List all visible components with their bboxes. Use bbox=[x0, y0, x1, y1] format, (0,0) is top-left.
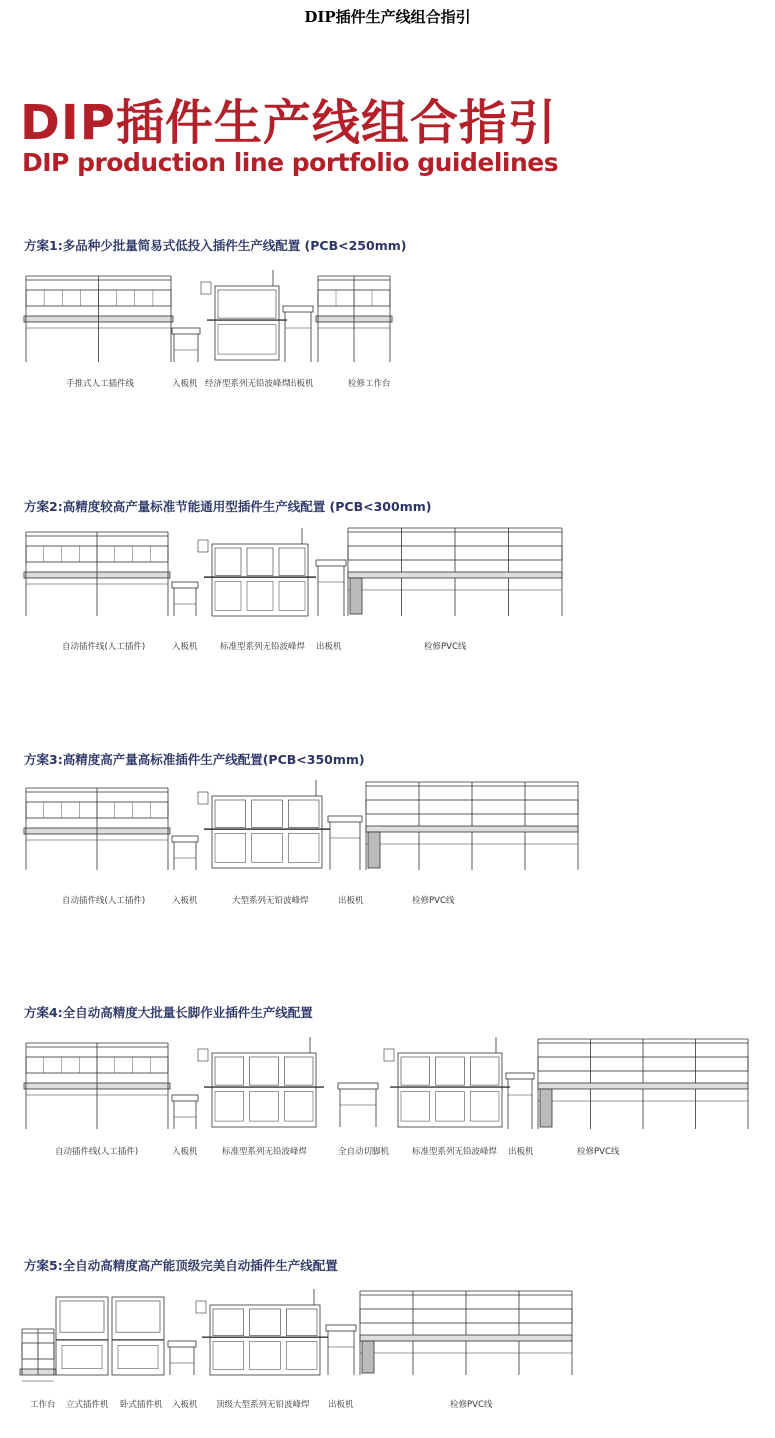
scheme-1-label-4: 出板机 bbox=[288, 379, 314, 389]
scheme-4-wave-solder-2 bbox=[384, 1037, 510, 1127]
hero-title-en: DIP production line portfolio guidelines bbox=[22, 148, 559, 177]
scheme-3-label-1: 自动插件线(人工插件) bbox=[62, 896, 146, 906]
scheme-5-loader bbox=[168, 1341, 196, 1375]
scheme-1-hand-push-line bbox=[24, 276, 173, 362]
scheme-1-wave-solder bbox=[201, 270, 287, 360]
scheme-2-diagram bbox=[0, 520, 775, 620]
scheme-4-pvc-line bbox=[538, 1039, 748, 1129]
scheme-3-line-drawing bbox=[0, 778, 775, 873]
scheme-4-label-1: 自动插件线(人工插件) bbox=[55, 1147, 139, 1157]
scheme-2-unloader bbox=[316, 560, 346, 616]
scheme-5-label-5: 顶级大型系列无铅波峰焊 bbox=[216, 1400, 310, 1410]
scheme-1-label-2: 入板机 bbox=[172, 379, 198, 389]
scheme-2-title: 方案2:高精度较高产量标准节能通用型插件生产线配置 (PCB<300mm) bbox=[24, 499, 432, 514]
scheme-5-title: 方案5:全自动高精度高产能顶级完美自动插件生产线配置 bbox=[24, 1258, 338, 1273]
hero-title-cn: DIP插件生产线组合指引 bbox=[20, 95, 557, 151]
scheme-4-label-2: 入板机 bbox=[172, 1147, 198, 1157]
scheme-2-pvc-line bbox=[348, 528, 562, 616]
scheme-2-loader bbox=[172, 582, 198, 616]
scheme-1-diagram bbox=[0, 270, 775, 365]
scheme-5-wave-solder bbox=[196, 1289, 328, 1375]
scheme-1-label-5: 检修工作台 bbox=[348, 379, 391, 389]
scheme-5-diagram bbox=[0, 1285, 775, 1385]
scheme-5-label-1: 工作台 bbox=[30, 1400, 56, 1410]
scheme-2-line-drawing bbox=[0, 520, 775, 620]
scheme-5-vertical-inserter bbox=[56, 1297, 108, 1375]
scheme-1-label-3: 经济型系列无铅波峰焊 bbox=[205, 379, 291, 389]
scheme-5-workbench bbox=[20, 1329, 56, 1381]
scheme-4-label-5: 标准型系列无铅波峰焊 bbox=[412, 1147, 498, 1157]
scheme-3-label-2: 入板机 bbox=[172, 896, 198, 906]
scheme-3-pvc-line bbox=[366, 782, 578, 870]
scheme-5-label-6: 出板机 bbox=[328, 1400, 354, 1410]
scheme-5-horizontal-inserter bbox=[112, 1297, 164, 1375]
scheme-4-diagram bbox=[0, 1033, 775, 1133]
scheme-4-auto-insert-line bbox=[24, 1043, 170, 1129]
scheme-1-unloader bbox=[283, 306, 313, 362]
scheme-3-diagram bbox=[0, 778, 775, 873]
scheme-4-unloader bbox=[506, 1073, 534, 1129]
scheme-2-label-5: 检修PVC线 bbox=[424, 642, 467, 652]
scheme-4-label-7: 检修PVC线 bbox=[577, 1147, 620, 1157]
scheme-5-label-7: 检修PVC线 bbox=[450, 1400, 493, 1410]
scheme-4-loader bbox=[172, 1095, 198, 1129]
scheme-2-label-3: 标准型系列无铅波峰焊 bbox=[220, 642, 306, 652]
scheme-4-label-3: 标准型系列无铅波峰焊 bbox=[222, 1147, 308, 1157]
scheme-2-wave-solder bbox=[198, 528, 316, 616]
scheme-5-pvc-line bbox=[360, 1291, 572, 1375]
scheme-4-line-drawing bbox=[0, 1033, 775, 1133]
scheme-2-label-4: 出板机 bbox=[316, 642, 342, 652]
scheme-3-loader bbox=[172, 836, 198, 870]
scheme-3-unloader bbox=[328, 816, 362, 870]
scheme-1-title: 方案1:多品种少批量简易式低投入插件生产线配置 (PCB<250mm) bbox=[24, 238, 407, 253]
scheme-4-label-6: 出板机 bbox=[508, 1147, 534, 1157]
scheme-5-label-2: 立式插件机 bbox=[66, 1400, 109, 1410]
scheme-5-unloader bbox=[326, 1325, 356, 1375]
scheme-4-title: 方案4:全自动高精度大批量长脚作业插件生产线配置 bbox=[24, 1005, 313, 1020]
scheme-5-label-3: 卧式插件机 bbox=[120, 1400, 163, 1410]
scheme-1-label-1: 手推式人工插件线 bbox=[66, 379, 135, 389]
scheme-1-line-drawing bbox=[0, 270, 775, 365]
scheme-2-auto-insert-line bbox=[24, 532, 170, 616]
scheme-4-wave-solder-1 bbox=[198, 1037, 324, 1127]
page-title: DIP插件生产线组合指引 bbox=[304, 8, 471, 26]
scheme-3-wave-solder bbox=[198, 780, 330, 868]
scheme-1-loader bbox=[172, 328, 200, 362]
scheme-3-label-3: 大型系列无铅波峰焊 bbox=[232, 896, 309, 906]
scheme-3-title: 方案3:高精度高产量高标准插件生产线配置(PCB<350mm) bbox=[24, 752, 365, 767]
scheme-2-label-2: 入板机 bbox=[172, 642, 198, 652]
scheme-5-label-4: 入板机 bbox=[172, 1400, 198, 1410]
scheme-3-label-5: 检修PVC线 bbox=[412, 896, 455, 906]
scheme-1-repair-bench bbox=[316, 276, 392, 362]
scheme-3-auto-insert-line bbox=[24, 788, 170, 870]
scheme-4-auto-cutter bbox=[338, 1083, 378, 1127]
scheme-3-label-4: 出板机 bbox=[338, 896, 364, 906]
scheme-4-label-4: 全自动切脚机 bbox=[338, 1147, 390, 1157]
scheme-2-label-1: 自动插件线(人工插件) bbox=[62, 642, 146, 652]
scheme-5-line-drawing bbox=[0, 1285, 775, 1385]
